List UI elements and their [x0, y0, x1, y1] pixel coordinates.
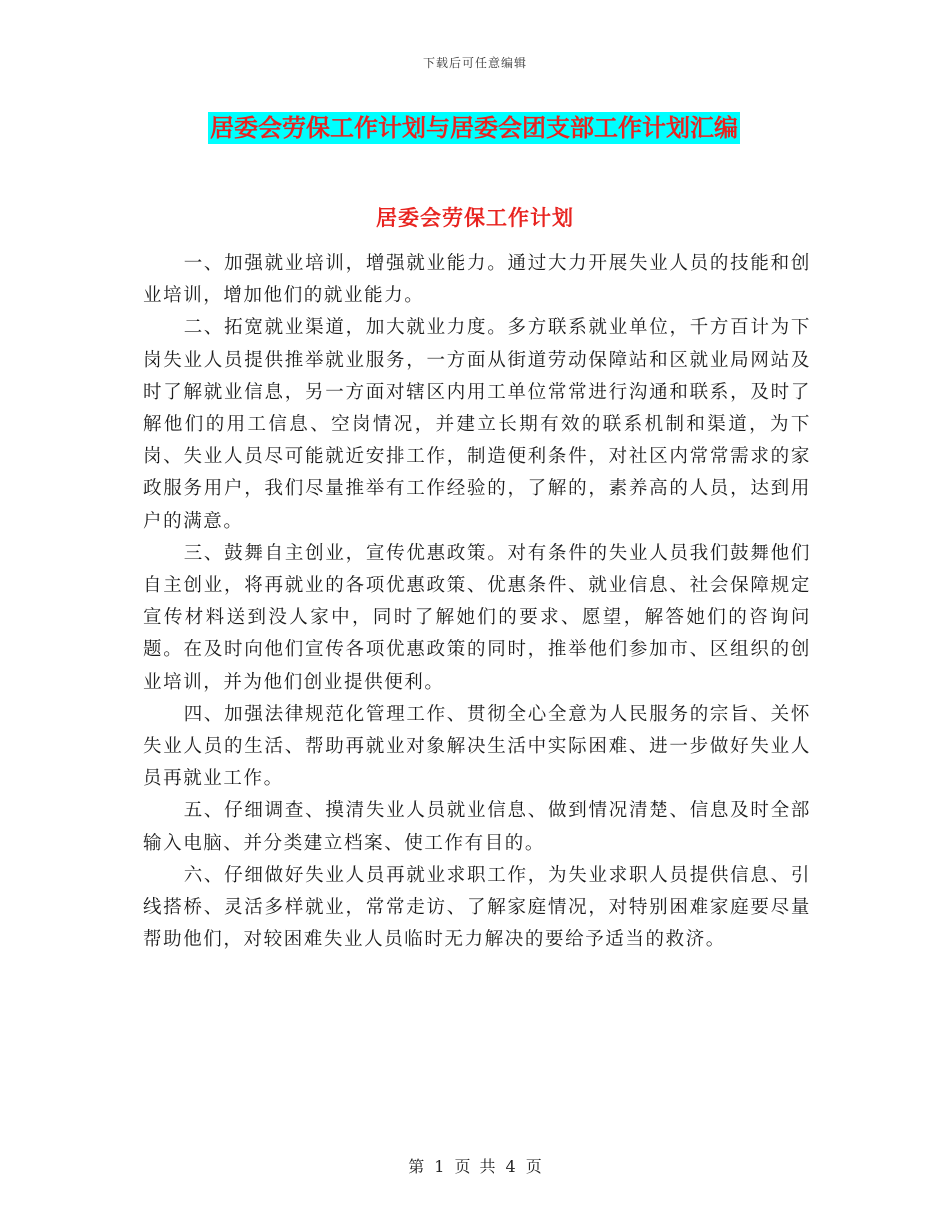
paragraph-3: 三、鼓舞自主创业，宣传优惠政策。对有条件的失业人员我们鼓舞他们自主创业，将再就业的各项优惠政策、优惠条件、就业信息、社会保障规定宣传材料送到没人家中，同时了解她们的要求、愿望，解答她们的咨询问题。在及时向他们宣传各项优惠政策的同时，推举他们参加市、区组织的创业培训，并为他们创业提供便利。 [143, 542, 811, 693]
footer-middle: 页 共 [454, 1157, 496, 1176]
page-footer [0, 1154, 950, 1177]
page-total: 4 [505, 1157, 516, 1176]
footer-prefix: 第 [408, 1157, 425, 1176]
paragraph-5: 五、仔细调查、摸清失业人员就业信息、做到情况清楚、信息及时全部输入电脑、并分类建立档案、使工作有目的。 [143, 800, 811, 854]
paragraph-2: 二、拓宽就业渠道，加大就业力度。多方联系就业单位，千方百计为下岗失业人员提供推举就业服务，一方面从街道劳动保障站和区就业局网站及时了解就业信息，另一方面对辖区内用工单位常常进行沟通和联系，及时了解他们的用工信息、空岗情况，并建立长期有效的联系机制和渠道，为下岗、失业人员尽可能就近安排工作，制造便利条件，对社区内常常需求的家政服务用户，我们尽量推举有工作经验的，了解的，素养高的人员，达到用户的满意。 [143, 317, 811, 532]
paragraph-1: 一、加强就业培训，增强就业能力。通过大力开展失业人员的技能和创业培训，增加他们的就业能力。 [143, 253, 811, 307]
paragraph-6: 六、仔细做好失业人员再就业求职工作，为失业求职人员提供信息、引线搭桥、灵活多样就业，常常走访、了解家庭情况，对特别困难家庭要尽量帮助他们，对较困难失业人员临时无力解决的要给予适当的救济。 [143, 864, 811, 951]
page-number: 1 [434, 1157, 445, 1176]
document-body [143, 248, 811, 956]
footer-suffix: 页 [525, 1157, 542, 1176]
header-note: 下载后可任意编辑 [422, 56, 527, 70]
document-title: 居委会劳保工作计划与居委会团支部工作计划汇编 [210, 114, 738, 142]
section-title: 居委会劳保工作计划 [376, 206, 574, 230]
paragraph-4: 四、加强法律规范化管理工作、贯彻全心全意为人民服务的宗旨、关怀失业人员的生活、帮助再就业对象解决生活中实际困难、进一步做好失业人员再就业工作。 [143, 703, 811, 790]
